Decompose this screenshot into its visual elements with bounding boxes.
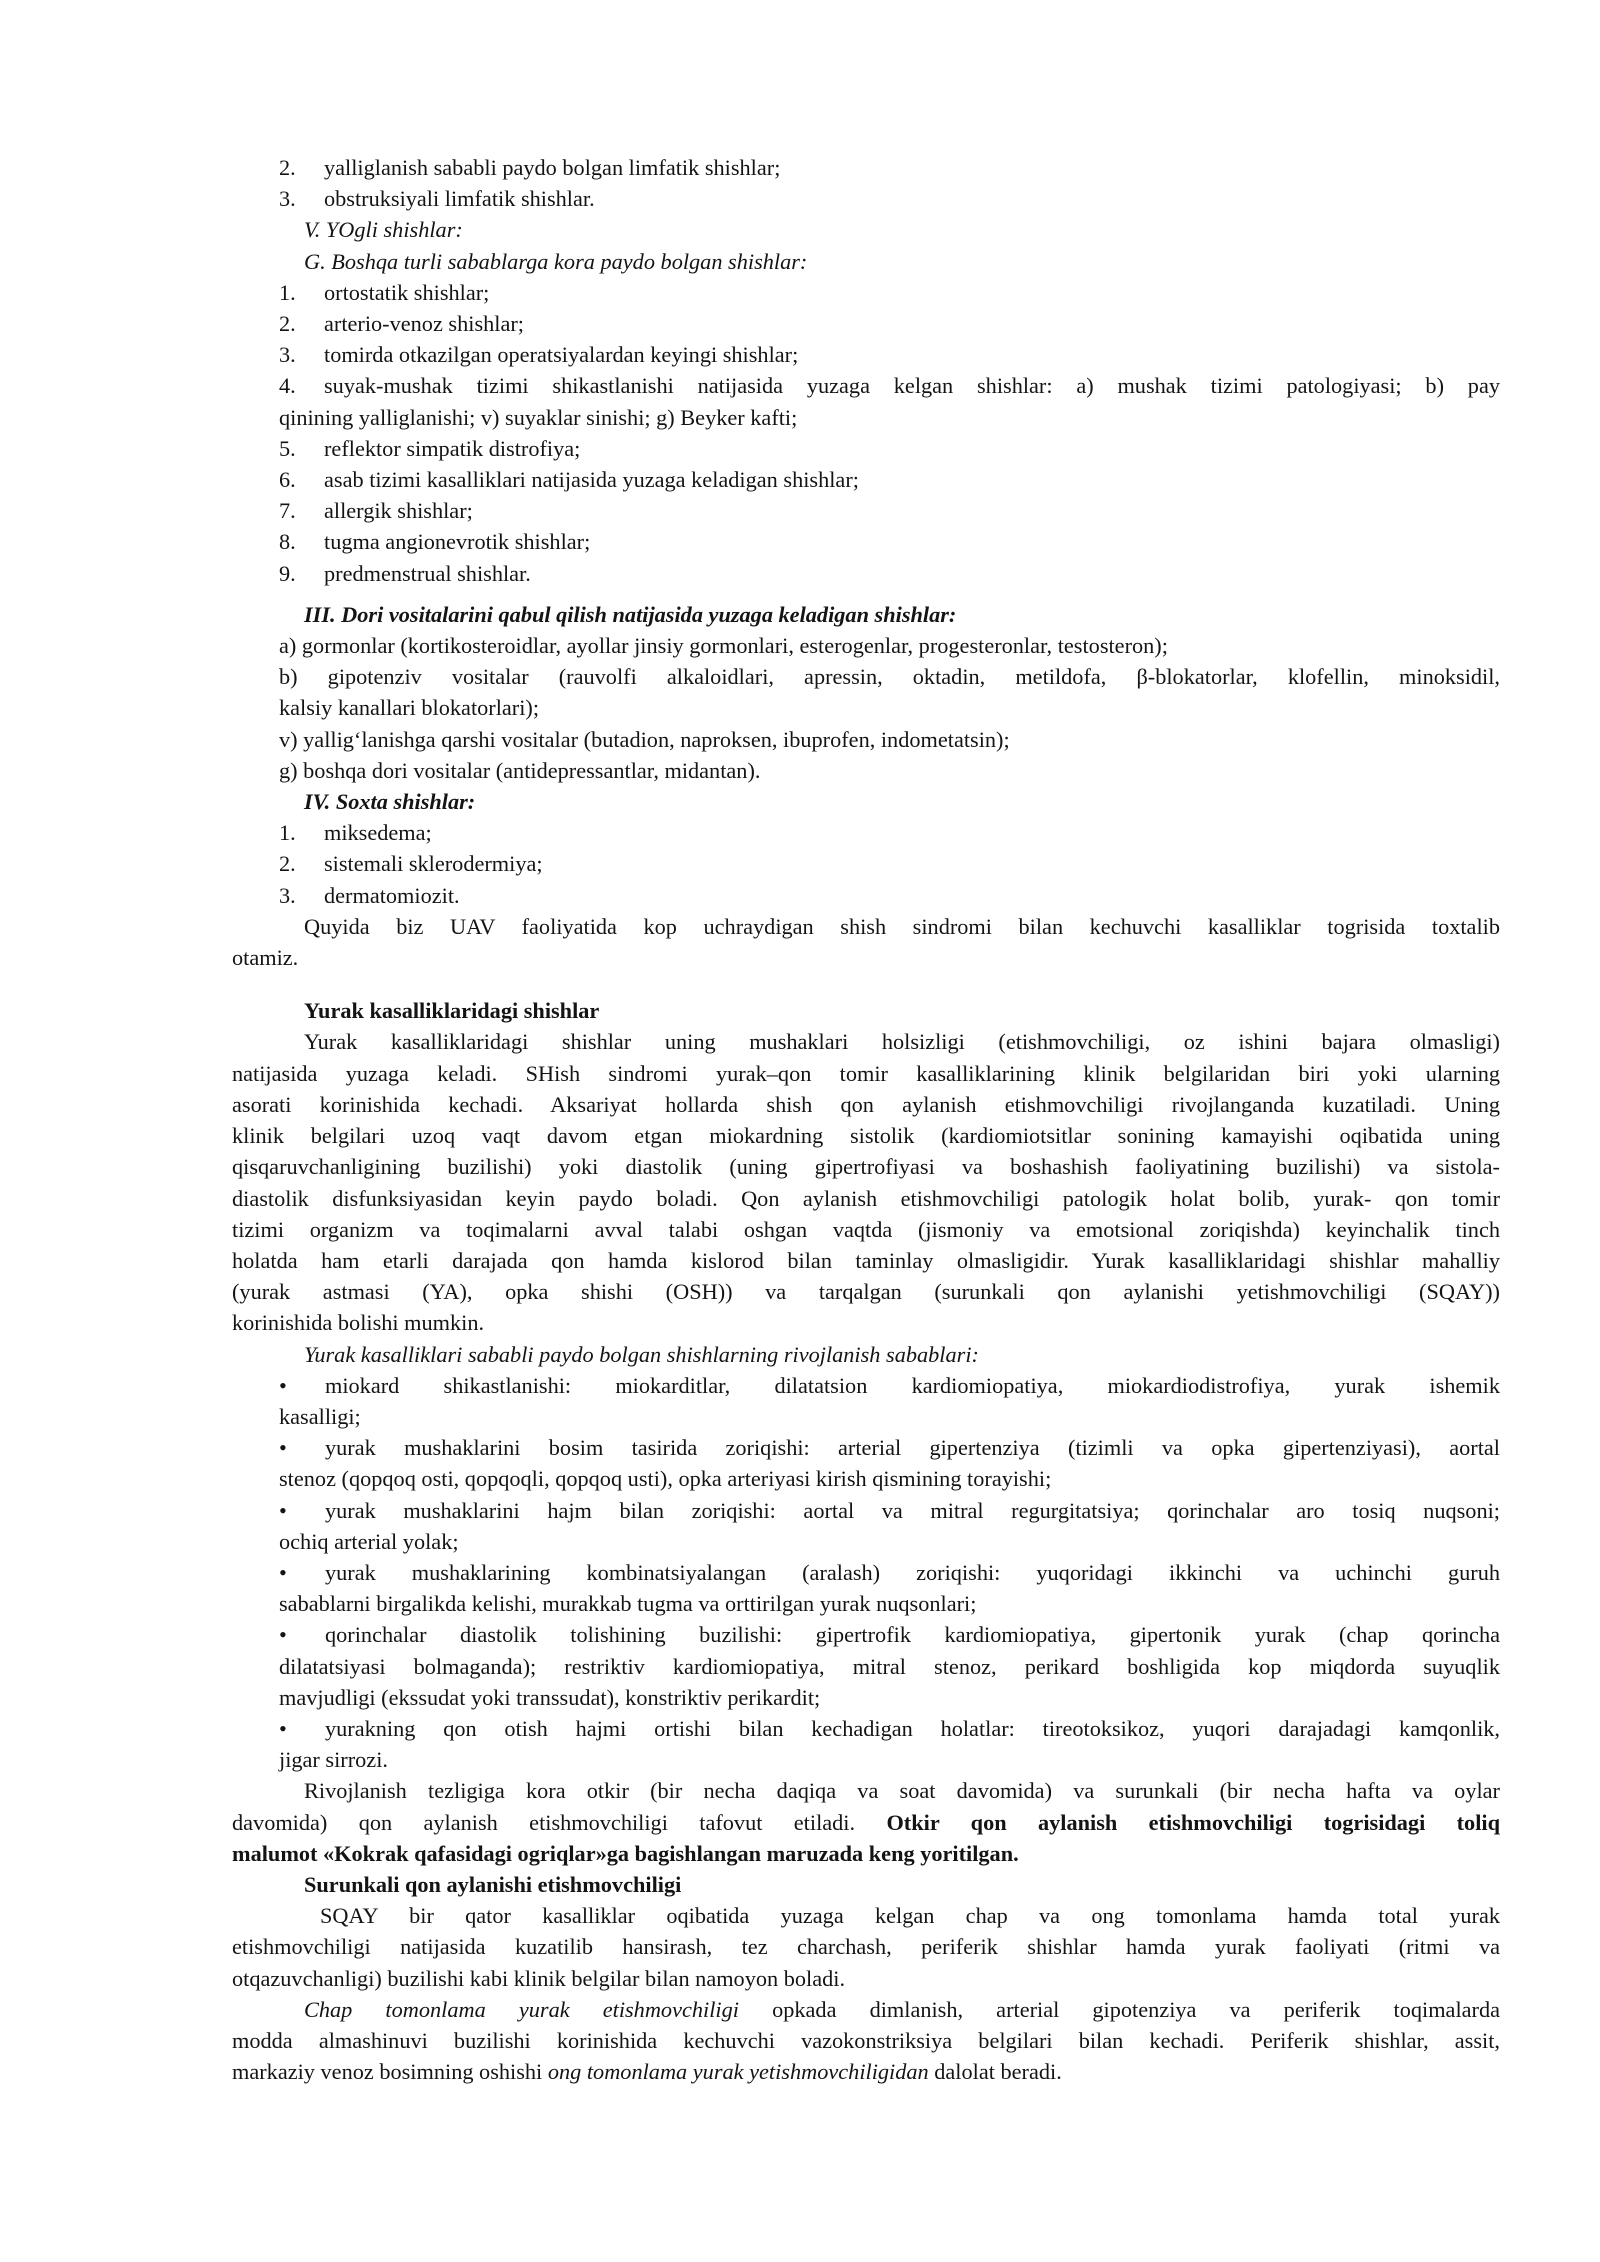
bullet-item-continuation: ochiq arterial yolak; (279, 1528, 459, 1554)
paragraph-line: holatda ham etarli darajada qon hamda kislorod bilan taminlay olmasligidir. Yurak kasalliklaridagi shishlar mahalliy (232, 1247, 1500, 1273)
bullet-item: • yurakning qon otish hajmi ortishi bilan kechadigan holatlar: tireotoksikoz, yuqori darajadagi kamqonlik, (232, 1713, 1500, 1744)
paragraph-line: SQAY bir qator kasalliklar oqibatida yuzaga kelgan chap va ong tomonlama hamda total yurak (320, 1903, 1500, 1929)
paragraph-line: etishmovchiligi natijasida kuzatilib hansirash, tez charchash, periferik shishlar hamda yurak faoliyati (ritmi va (232, 1934, 1500, 1960)
bullet-item-continuation: dilatatsiyasi bolmaganda); restriktiv kardiomiopatiya, mitral stenoz, perikard boshligida kop miqdorda suyuqlik (279, 1653, 1500, 1679)
paragraph-line: b) gipotenziv vositalar (rauvolfi alkaloidlari, apressin, oktadin, metildofa, β-blokatorlar, klofellin, minoksidil, (279, 664, 1500, 690)
paragraph-line: g) boshqa dori vositalar (antidepressantlar, midantan). (279, 757, 761, 783)
bullet-icon: • (279, 1559, 287, 1585)
list-item: 6. asab tizimi kasalliklari natijasida yuzaga keladigan shishlar; (279, 467, 859, 493)
paragraph-line: a) gormonlar (kortikosteroidlar, ayollar jinsiy gormonlari, esterogenlar, progesteronlar, testosteron); (279, 633, 1168, 659)
bullet-icon: • (279, 1497, 287, 1523)
bullet-icon: • (279, 1372, 287, 1398)
bullet-icon: • (279, 1622, 287, 1648)
bullet-item: • qorinchalar diastolik tolishining buzilishi: gipertrofik kardiomiopatiya, gipertonik yurak (chap qorincha (232, 1619, 1500, 1650)
paragraph-line: (yurak astmasi (YA), opka shishi (OSH)) va tarqalgan (surunkali qon aylanishi yetishmovchiligi (SQAY)) (232, 1279, 1500, 1305)
section-heading: V. YOgli shishlar: (304, 217, 463, 243)
list-item: 4. suyak-mushak tizimi shikastlanishi natijasida yuzaga kelgan shishlar: a) mushak tizimi patologiyasi; b) pay (279, 373, 1500, 399)
paragraph-line: asorati korinishida kechadi. Aksariyat hollarda shish qon aylanish etishmovchiligi rivojlanganda kuzatiladi. Uning (232, 1091, 1500, 1117)
list-item: 1. miksedema; (279, 820, 432, 846)
section-heading: Yurak kasalliklaridagi shishlar (304, 998, 600, 1024)
bullet-item: • yurak mushaklarini hajm bilan zoriqishi: aortal va mitral regurgitatsiya; qorinchalar aro tosiq nuqsoni; (232, 1495, 1500, 1526)
paragraph-line: malumot «Kokrak qafasidagi ogriqlar»ga bagishlangan maruzada keng yoritilgan. (232, 1840, 1019, 1866)
paragraph-line: modda almashinuvi buzilishi korinishida kechuvchi vazokonstriksiya belgilari bilan kechadi. Periferik shishlar, assit, (232, 2027, 1500, 2053)
paragraph-line: korinishida bolishi mumkin. (232, 1310, 485, 1336)
list-item: 5. reflektor simpatik distrofiya; (279, 435, 581, 461)
paragraph-line: klinik belgilari uzoq vaqt davom etgan miokardning sistolik (kardiomiotsitlar sonining kamayishi oqibatida uning (232, 1123, 1500, 1149)
paragraph-line: v) yallig‘lanishga qarshi vositalar (butadion, naproksen, ibuprofen, indometatsin); (279, 726, 1010, 752)
bullet-icon: • (279, 1715, 287, 1741)
list-item-continuation: qinining yalliglanishi; v) suyaklar sinishi; g) Beyker kafti; (279, 404, 798, 430)
paragraph-line: Chap tomonlama yurak etishmovchiligi opkada dimlanish, arterial gipotenziya va periferik toqimalarda (304, 1996, 1501, 2022)
paragraph-line: tizimi organizm va toqimalarni avval talabi oshgan vaqtda (jismoniy va emotsional zoriqishda) keyinchalik tinch (232, 1216, 1500, 1242)
list-item: 7. allergik shishlar; (279, 498, 473, 524)
paragraph-line: natijasida yuzaga keladi. SHish sindromi yurak–qon tomir kasalliklarining klinik belgilaridan biri yoki ularning (232, 1060, 1500, 1086)
bullet-icon: • (279, 1435, 287, 1461)
bullet-item-continuation: sabablarni birgalikda kelishi, murakkab tugma va orttirilgan yurak nuqsonlari; (279, 1591, 977, 1617)
bullet-item-continuation: stenoz (qopqoq osti, qopqoqli, qopqoq usti), opka arteriyasi kirish qismining torayishi; (279, 1466, 1052, 1492)
bullet-item-continuation: kasalligi; (279, 1403, 361, 1429)
paragraph-line: kalsiy kanallari blokatorlari); (279, 695, 540, 721)
section-heading: Surunkali qon aylanishi etishmovchiligi (304, 1871, 682, 1897)
paragraph-line: Yurak kasalliklaridagi shishlar uning mushaklari holsizligi (etishmovchiligi, oz ishini bajara olmasligi) (304, 1029, 1500, 1055)
bullet-item: • yurak mushaklarini bosim tasirida zoriqishi: arterial gipertenziya (tizimli va opka gipertenziyasi), aortal (232, 1432, 1500, 1463)
list-item: 3. dermatomiozit. (279, 882, 460, 908)
section-heading: IV. Soxta shishlar: (304, 789, 476, 815)
paragraph-line: davomida) qon aylanish etishmovchiligi tafovut etiladi. Otkir qon aylanish etishmovchiligi togrisidagi toliq (232, 1809, 1501, 1835)
bullet-item-continuation: jigar sirrozi. (279, 1747, 388, 1773)
list-item: 2. sistemali sklerodermiya; (279, 851, 543, 877)
section-heading: G. Boshqa turli sabablarga kora paydo bolgan shishlar: (304, 248, 808, 274)
paragraph-line: Quyida biz UAV faoliyatida kop uchraydigan shish sindromi bilan kechuvchi kasalliklar togrisida toxtalib (304, 913, 1500, 939)
paragraph-line: markaziy venoz bosimning oshishi ong tomonlama yurak yetishmovchiligidan dalolat beradi. (232, 2059, 1062, 2085)
section-heading: III. Dori vositalarini qabul qilish natijasida yuzaga keladigan shishlar: (304, 601, 957, 627)
document-page (232, 152, 1500, 2087)
paragraph-line: qisqaruvchanligining buzilishi) yoki diastolik (uning gipertrofiyasi va boshashish faoliyatining buzilishi) va sistola- (232, 1154, 1500, 1180)
paragraph-line: otqazuvchanligi) buzilishi kabi klinik belgilar bilan namoyon boladi. (232, 1965, 846, 1991)
list-item: 9. predmenstrual shishlar. (279, 560, 531, 586)
list-item: 2. yalliglanish sababli paydo bolgan limfatik shishlar; (279, 155, 781, 180)
section-subheading: Yurak kasalliklari sababli paydo bolgan shishlarning rivojlanish sabablari: (304, 1341, 979, 1367)
bullet-item: • yurak mushaklarining kombinatsiyalangan (aralash) zoriqishi: yuqoridagi ikkinchi va uchinchi guruh (232, 1557, 1500, 1588)
list-item: 3. tomirda otkazilgan operatsiyalardan keyingi shishlar; (279, 342, 799, 368)
list-item: 1. ortostatik shishlar; (279, 279, 490, 305)
bullet-item-continuation: mavjudligi (ekssudat yoki transsudat), konstriktiv perikardit; (279, 1684, 821, 1710)
paragraph-line: diastolik disfunksiyasidan keyin paydo boladi. Qon aylanish etishmovchiligi patologik holat bolib, yurak- qon tomir (232, 1185, 1500, 1211)
list-item: 3. obstruksiyali limfatik shishlar. (279, 186, 595, 212)
bullet-item: • miokard shikastlanishi: miokarditlar, dilatatsion kardiomiopatiya, miokardiodistrofiya, yurak ishemik (232, 1370, 1500, 1401)
list-item: 2. arterio-venoz shishlar; (279, 311, 524, 337)
paragraph-line: Rivojlanish tezligiga kora otkir (bir necha daqiqa va soat davomida) va surunkali (bir necha hafta va oylar (304, 1778, 1500, 1804)
list-item: 8. tugma angionevrotik shishlar; (279, 529, 591, 555)
paragraph-line: otamiz. (232, 945, 299, 971)
